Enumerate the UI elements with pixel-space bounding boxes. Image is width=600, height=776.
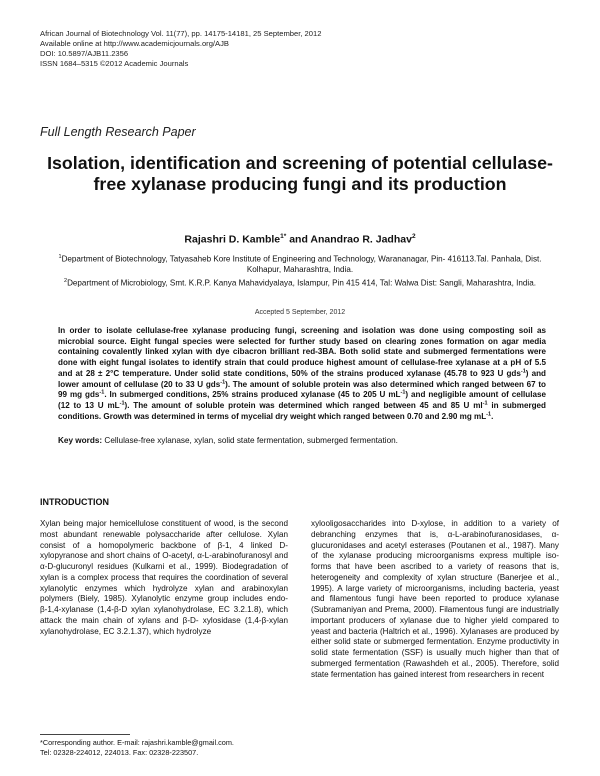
journal-header <box>40 29 321 69</box>
right-column <box>311 519 559 680</box>
keywords <box>58 436 546 445</box>
corresponding-author-footnote <box>40 738 290 757</box>
superscript: -1 <box>520 368 526 375</box>
paper-title: Isolation, identification and screening of potential cellulase-free xylanase producing fungi and its production <box>47 153 553 194</box>
availability-line: Available online at http://www.academicjournals.org/AJB <box>40 39 229 48</box>
affiliation-number: 2 <box>64 277 68 284</box>
footnote-line: *Corresponding author. E-mail: rajashri.kamble@gmail.com. <box>40 738 234 747</box>
left-column <box>40 519 288 637</box>
affiliation-1 <box>50 252 550 276</box>
footnote-divider <box>40 734 130 735</box>
affiliation-number: 1 <box>58 254 62 260</box>
superscript: -1 <box>486 410 492 417</box>
abstract-text: ). The amount of soluble protein was determined which ranged between 45 and 85 U ml <box>124 400 483 410</box>
affiliation-text: Department of Biotechnology, Tatyasaheb Kore Institute of Engineering and Technology, Warananagar, Pin- 416113.Tal. Panhala, Dist. Kolhapur, Maharashtra, India. <box>61 254 542 275</box>
affiliation-marker: 2 <box>411 233 416 240</box>
paper-type-label: Full Length Research Paper <box>40 125 196 139</box>
abstract-text: ) and negligible amount of cellulase (12 to 13 U mL <box>58 390 547 410</box>
keywords-text: Cellulase-free xylanase, xylan, solid state fermentation, submerged fermentation. <box>102 436 398 445</box>
superscript: -1 <box>400 389 406 396</box>
abstract-text: in submerged conditions. Growth was determined in terms of mycelial dry weight which ranged between 0.70 and 2.90 mg mL <box>58 400 546 421</box>
superscript: -1 <box>220 378 226 385</box>
section-heading: INTRODUCTION <box>40 497 109 507</box>
author-separator: and <box>286 233 311 246</box>
keywords-label: Key words: <box>58 436 103 445</box>
paragraph: Xylan being major hemicellulose constituent of wood, is the second most abundant renewable polysaccharide after cellulose. Xylan consist of a homopolymeric backbone of β-1, 4 linked D-xylopyranose and short chains of O-acetyl, α-L-arabinofuranosyl and α-D-glucuronyl residues (Kulkarni et al., 1999). Biodegradation of xylan is a complex process that requires the coordination of several xylanolytic enzymes which hydrolyze xylan and arabinoxylan polymers (Biely, 1985). Xylanolytic enzyme group includes endo-β-1,4-xylanase (1,4-β-D xylan xylanohydrolase, EC 3.2.1.8), which attack the main chain of xylans and β-D- xylosidase (1,4-β-xylan xylanohydrolase, EC 3.2.1.37), which hydrolyze <box>40 519 288 636</box>
doi-line: DOI: 10.5897/AJB11.2356 <box>40 49 129 58</box>
abstract-text: ). The amount of soluble protein was also determined which ranged between 67 to 99 mg gds <box>58 379 546 400</box>
abstract-text: . In submerged conditions, 25% strains produced xylanase (45 to 205 U mL <box>104 390 401 400</box>
author-list <box>40 233 560 246</box>
abstract-text: ) and lower amount of cellulase (20 to 33 U gds <box>58 368 546 389</box>
superscript: -1 <box>99 389 105 396</box>
footnote-line: Tel: 02328-224012, 224013. Fax: 02328-223507. <box>40 747 199 757</box>
superscript: -1 <box>119 400 125 407</box>
affiliations <box>50 252 550 289</box>
issn-line: ISSN 1684–5315 ©2012 Academic Journals <box>40 59 189 68</box>
superscript: -1 <box>482 400 488 407</box>
corresponding-marker: * <box>283 233 287 240</box>
affiliation-2 <box>50 276 550 289</box>
affiliation-marker: 1 <box>280 233 284 240</box>
paragraph: xylooligosaccharides into D-xylose, in addition to a variety of debranching enzymes that is, α-L-arabinofuranosidases, α-glucuronidases and acetyl esterases (Poutanen et al., 1987). Many of the xylanase producing microorganisms express multiple iso-forms that have been ascribed to a variety of reasons that is, heterogeneity and complexity of xylan structure (Banerjee et al., 1995). A large variety of microorganisms, including bacteria, yeast and filamentous fungi have been reported to produce xylanase (Subramaniyan and Prema, 2000). Filamentous fungi are industrially important producers of xylanase due to higher yield compared to yeast and bacteria (Haltrich et al., 1996). Xylanases are produced by either solid state or submerged fermentation. Enzyme productivity in solid state fermentation (SSF) is usually much higher than that of submerged fermentation (Rawashdeh et al., 2005). Therefore, solid state fermentation has gained interest from researchers in recent <box>311 519 559 679</box>
abstract-text: . <box>491 411 494 421</box>
author-name: Rajashri D. Kamble <box>184 233 281 246</box>
affiliation-text: Department of Microbiology, Smt. K.R.P. Kanya Mahavidyalaya, Islampur, Pin 415 414, Tal: Walwa Dist: Sangli, Maharashtra, India. <box>67 278 536 288</box>
author-name: Anandrao R. Jadhav <box>310 233 412 246</box>
accepted-date: Accepted 5 September, 2012 <box>254 309 346 316</box>
abstract <box>58 326 546 422</box>
abstract-text: In order to isolate cellulase-free xylanase producing fungi, screening and isolation was done using composting soil as microbial source. Eight fungal species were selected for further study based on clearing zones formation on agar media containing covalently linked xylan with dye cibacron brilliant red-3BA. Both solid state and submerged fermentations were done with eight fungal isolates to identify strain that could produce highest amount of cellulase-free xylanase at a pH of 5.5 and at 28 ± 2°C temperature. Under solid state conditions, 50% of the strains produced xylanase (45.78 to 923 U gds <box>58 326 546 378</box>
journal-citation: African Journal of Biotechnology Vol. 11(77), pp. 14175-14181, 25 September, 2012 <box>40 29 322 38</box>
